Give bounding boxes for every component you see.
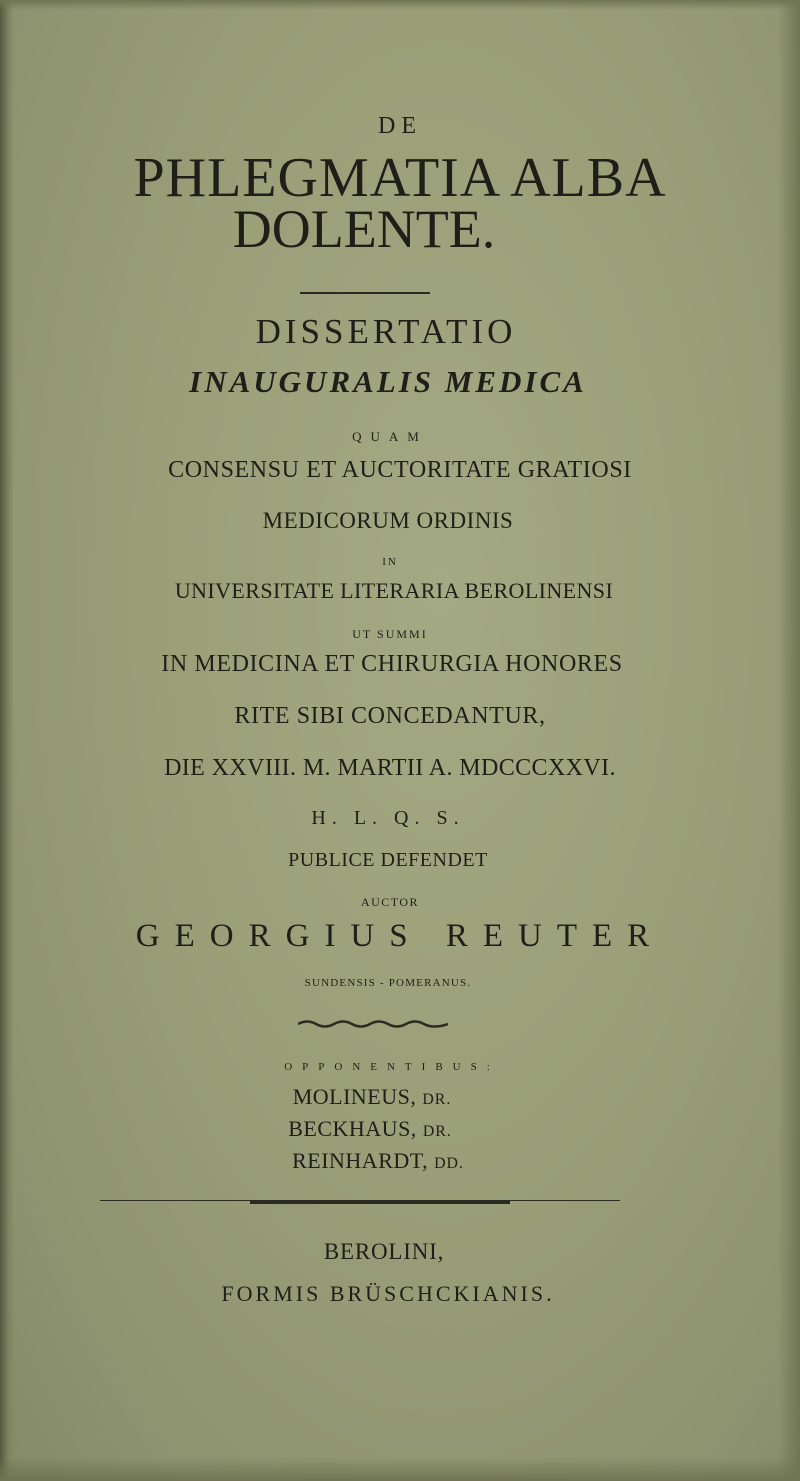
title-line-2: DOLENTE. bbox=[232, 199, 496, 259]
ornamental-wave-rule bbox=[298, 1018, 448, 1028]
opponent-title: DR. bbox=[422, 1123, 452, 1140]
auctor-label: AUCTOR bbox=[360, 895, 420, 909]
universitate-line: UNIVERSITATE LITERARIA BEROLINENSI bbox=[174, 578, 614, 603]
author-origin: SUNDENSIS - POMERANUS. bbox=[304, 977, 472, 989]
rite-line: RITE SIBI CONCEDANTUR, bbox=[234, 703, 546, 729]
genre-subheading: INAUGURALIS MEDICA bbox=[189, 364, 587, 399]
opponents-label: OPPONENTIBUS: bbox=[284, 1061, 500, 1073]
title-prefix: DE bbox=[378, 113, 422, 139]
author-name: GEORGIUS REUTER bbox=[135, 918, 665, 954]
publice-line: PUBLICE DEFENDET bbox=[288, 849, 488, 871]
honores-line: IN MEDICINA ET CHIRURGIA HONORES bbox=[161, 651, 623, 677]
opponent-item bbox=[0, 1118, 770, 1140]
title-rule bbox=[300, 292, 430, 294]
quam-line: QUAM bbox=[352, 429, 428, 444]
hlqs-line: H. L. Q. S. bbox=[311, 807, 465, 829]
imprint-city: BEROLINI, bbox=[323, 1239, 445, 1264]
title-line-1: PHLEGMATIA ALBA bbox=[133, 147, 667, 209]
genre-heading: DISSERTATIO bbox=[255, 312, 517, 351]
opponent-name: MOLINEUS, bbox=[292, 1084, 417, 1109]
page-edge-top bbox=[0, 0, 800, 10]
ordinis-line: MEDICORUM ORDINIS bbox=[262, 508, 514, 533]
ut-summi-line: UT SUMMI bbox=[352, 627, 428, 641]
opponent-item bbox=[0, 1086, 772, 1108]
opponent-name: REINHARDT, bbox=[292, 1148, 429, 1173]
opponent-title: DD. bbox=[434, 1155, 464, 1172]
opponent-title: DR. bbox=[422, 1091, 452, 1108]
opponent-name: BECKHAUS, bbox=[288, 1116, 417, 1141]
bottom-rule-thick bbox=[250, 1200, 510, 1204]
in-line: IN bbox=[382, 556, 398, 568]
date-line: DIE XXVIII. M. MARTII A. MDCCCXXVI. bbox=[164, 755, 616, 781]
page-edge-bottom bbox=[0, 1457, 800, 1481]
opponent-item bbox=[0, 1150, 778, 1172]
consensu-line: CONSENSU ET AUCTORITATE GRATIOSI bbox=[168, 457, 632, 483]
imprint-printer: FORMIS BRÜSCHCKIANIS. bbox=[221, 1281, 555, 1306]
